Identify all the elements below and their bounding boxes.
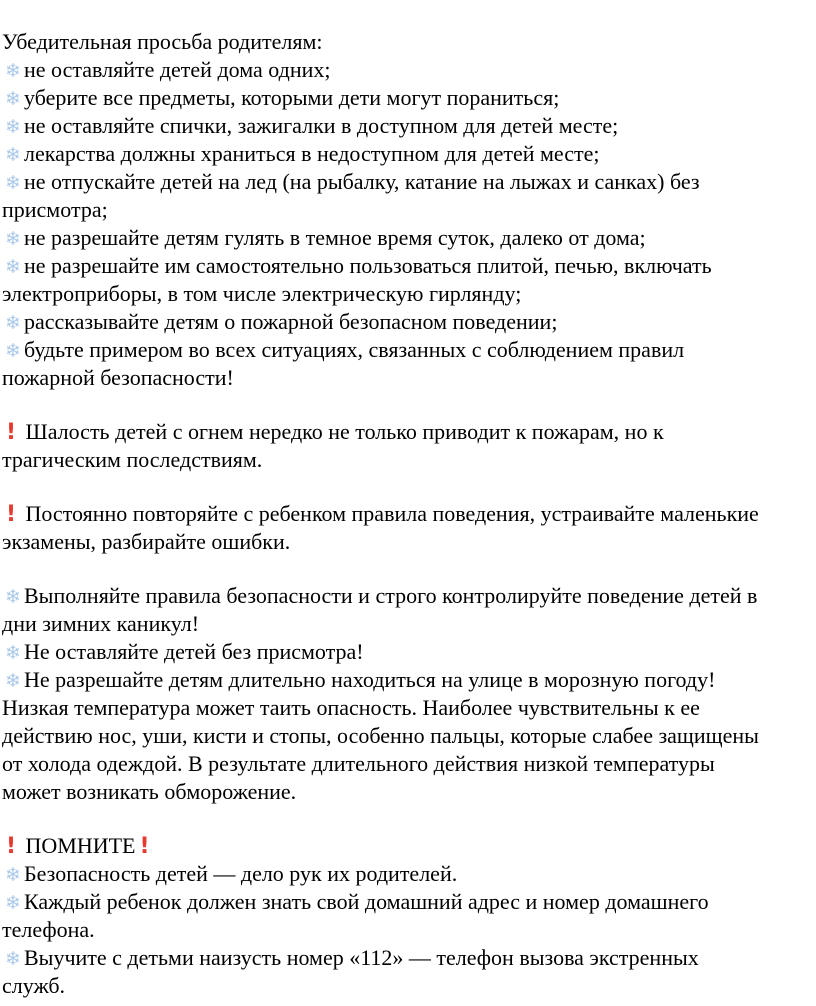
list-item bbox=[2, 944, 816, 1000]
text-line bbox=[2, 112, 816, 140]
exclamation-icon: ! bbox=[139, 834, 150, 859]
list-item bbox=[2, 666, 816, 806]
line-text: Выучите с детьми наизусть номер «112» — телефон вызова экстренных bbox=[24, 945, 699, 970]
list-item bbox=[2, 168, 816, 224]
text-line bbox=[2, 196, 816, 224]
snowflake-icon: ❄ bbox=[5, 670, 21, 692]
list-item bbox=[2, 418, 816, 474]
line-text: экзамены, разбирайте ошибки. bbox=[2, 529, 291, 554]
line-text: действию нос, уши, кисти и стопы, особенно пальцы, которые слабее защищены bbox=[2, 723, 759, 748]
snowflake-icon: ❄ bbox=[5, 948, 21, 970]
line-text: не оставляйте спички, зажигалки в доступном для детей месте; bbox=[24, 113, 619, 138]
text-line bbox=[2, 280, 816, 308]
text-line bbox=[2, 694, 816, 722]
text-line bbox=[2, 972, 816, 1000]
line-text: ПОМНИТЕ bbox=[20, 833, 136, 858]
line-text: не разрешайте им самостоятельно пользоваться плитой, печью, включать bbox=[24, 253, 712, 278]
list-item bbox=[2, 860, 816, 888]
line-text: не оставляйте детей дома одних; bbox=[24, 57, 331, 82]
line-text: служб. bbox=[2, 973, 66, 998]
line-text: электроприборы, в том числе электрическую гирлянду; bbox=[2, 281, 522, 306]
text-line bbox=[2, 638, 816, 666]
text-line bbox=[2, 528, 816, 556]
line-text: Шалость детей с огнем нередко не только приводит к пожарам, но к bbox=[20, 419, 664, 444]
line-text: будьте примером во всех ситуациях, связанных с соблюдением правил bbox=[24, 337, 685, 362]
text-line bbox=[2, 168, 816, 196]
text-line bbox=[2, 446, 816, 474]
line-text: Выполняйте правила безопасности и строго контролируйте поведение детей в bbox=[24, 583, 758, 608]
text-line bbox=[2, 418, 816, 446]
snowflake-icon: ❄ bbox=[5, 642, 21, 664]
text-line bbox=[2, 28, 816, 56]
text-line bbox=[2, 336, 816, 364]
line-text: дни зимних каникул! bbox=[2, 611, 200, 636]
snowflake-icon: ❄ bbox=[5, 172, 21, 194]
snowflake-icon: ❄ bbox=[5, 586, 21, 608]
text-line bbox=[2, 722, 816, 750]
text-line bbox=[2, 832, 816, 860]
line-text: присмотра; bbox=[2, 197, 108, 222]
line-text: Каждый ребенок должен знать свой домашний адрес и номер домашнего bbox=[24, 889, 709, 914]
list-item bbox=[2, 252, 816, 308]
list-item bbox=[2, 84, 816, 112]
line-text: уберите все предметы, которыми дети могут пораниться; bbox=[24, 85, 560, 110]
text-line bbox=[2, 944, 816, 972]
line-text: пожарной безопасности! bbox=[2, 365, 234, 390]
line-text: телефона. bbox=[2, 917, 95, 942]
text-line bbox=[2, 778, 816, 806]
list-item bbox=[2, 832, 816, 860]
line-text: лекарства должны храниться в недоступном для детей месте; bbox=[24, 141, 600, 166]
line-text: Низкая температура может таить опасность. Наиболее чувствительны к ее bbox=[2, 695, 700, 720]
text-line bbox=[2, 610, 816, 638]
snowflake-icon: ❄ bbox=[5, 228, 21, 250]
line-text: Убедительная просьба родителям: bbox=[2, 29, 323, 54]
snowflake-icon: ❄ bbox=[5, 892, 21, 914]
list-item bbox=[2, 638, 816, 666]
list-item bbox=[2, 308, 816, 336]
heading bbox=[2, 28, 816, 56]
list-item bbox=[2, 336, 816, 392]
text-line bbox=[2, 364, 816, 392]
paragraph-spacer bbox=[2, 556, 816, 582]
text-line bbox=[2, 84, 816, 112]
snowflake-icon: ❄ bbox=[5, 340, 21, 362]
list-item bbox=[2, 888, 816, 944]
list-item bbox=[2, 140, 816, 168]
text-line bbox=[2, 56, 816, 84]
snowflake-icon: ❄ bbox=[5, 144, 21, 166]
text-line bbox=[2, 308, 816, 336]
exclamation-icon: ! bbox=[5, 834, 17, 859]
line-text: Безопасность детей — дело рук их родителей. bbox=[24, 861, 458, 886]
snowflake-icon: ❄ bbox=[5, 116, 21, 138]
line-text: Не оставляйте детей без присмотра! bbox=[24, 639, 364, 664]
exclamation-icon: ! bbox=[5, 420, 17, 445]
snowflake-icon: ❄ bbox=[5, 256, 21, 278]
line-text: трагическим последствиям. bbox=[2, 447, 263, 472]
exclamation-icon: ! bbox=[5, 502, 17, 527]
line-text: не отпускайте детей на лед (на рыбалку, катание на лыжах и санках) без bbox=[24, 169, 700, 194]
text-line bbox=[2, 860, 816, 888]
text-line bbox=[2, 916, 816, 944]
paragraph-spacer bbox=[2, 392, 816, 418]
snowflake-icon: ❄ bbox=[5, 60, 21, 82]
line-text: от холода одеждой. В результате длительного действия низкой температуры bbox=[2, 751, 715, 776]
line-text: не разрешайте детям гулять в темное время суток, далеко от дома; bbox=[24, 225, 646, 250]
line-text: Постоянно повторяйте с ребенком правила поведения, устраивайте маленькие bbox=[20, 501, 759, 526]
line-text: Не разрешайте детям длительно находиться на улице в морозную погоду! bbox=[24, 667, 716, 692]
line-text: рассказывайте детям о пожарной безопасном поведении; bbox=[24, 309, 558, 334]
paragraph-spacer bbox=[2, 806, 816, 832]
text-line bbox=[2, 750, 816, 778]
text-line bbox=[2, 224, 816, 252]
text-line bbox=[2, 252, 816, 280]
text-line bbox=[2, 888, 816, 916]
list-item bbox=[2, 500, 816, 556]
snowflake-icon: ❄ bbox=[5, 312, 21, 334]
snowflake-icon: ❄ bbox=[5, 864, 21, 886]
list-item bbox=[2, 582, 816, 638]
list-item bbox=[2, 224, 816, 252]
text-line bbox=[2, 582, 816, 610]
text-line bbox=[2, 500, 816, 528]
text-line bbox=[2, 140, 816, 168]
list-item bbox=[2, 112, 816, 140]
text-line bbox=[2, 666, 816, 694]
line-text: может возникать обморожение. bbox=[2, 779, 297, 804]
snowflake-icon: ❄ bbox=[5, 88, 21, 110]
paragraph-spacer bbox=[2, 474, 816, 500]
list-item bbox=[2, 56, 816, 84]
